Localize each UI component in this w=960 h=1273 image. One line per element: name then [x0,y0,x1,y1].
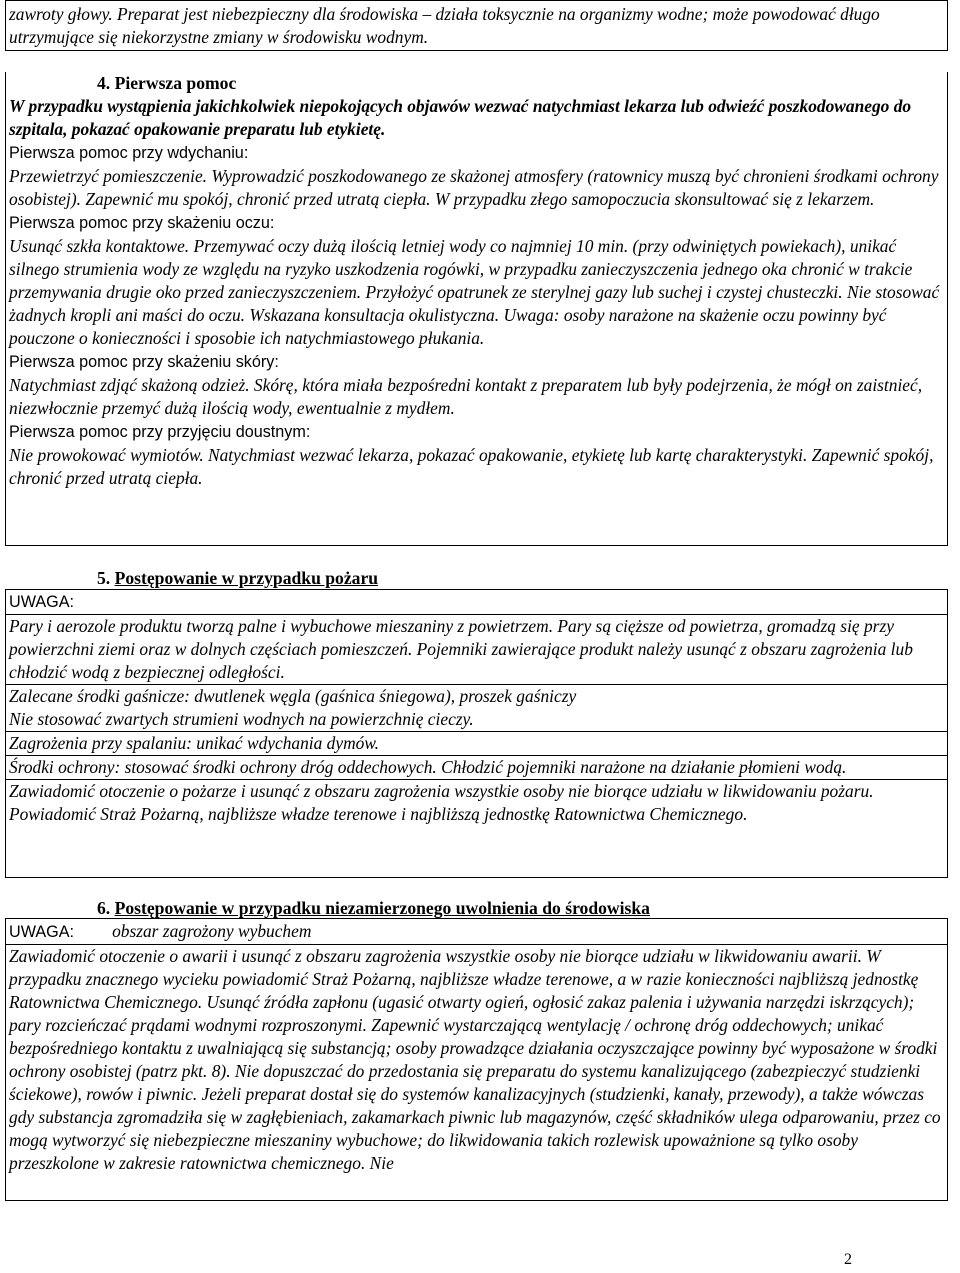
section6-number: 6. [97,898,111,918]
section5-warning-text: Pary i aerozole produktu tworzą palne i wybuchowe mieszaniny z powietrzem. Pary są cięższe od powietrza, gromadzą się przy powierzchni ziemi oraz w dolnych częściach pomieszczeń. Pojemniki zawierające produkt należy usunąć z obszaru zagrożenia lub chłodzić wodą z bezpiecznej odległości. [9,616,913,682]
section6-title: Postępowanie w przypadku niezamierzonego uwolnienia do środowiska [114,898,650,918]
section3-box [5,0,948,51]
protection-text: Środki ochrony: stosować środki ochrony dróg oddechowych. Chłodzić pojemniki narażone na działanie płomieni wodą. [9,757,847,777]
section4-number: 4. [97,73,111,93]
section5-heading [97,567,378,590]
ingestion-label: Pierwsza pomoc przy przyjęciu doustnym: [9,423,311,441]
section6-body: Zawiadomić otoczenie o awarii i usunąć z obszaru zagrożenia wszystkie osoby nie biorące udziału w likwidowaniu awarii. W przypadku znacznego wycieku powiadomić Straż Pożarną, najbliższe władze terenowe, a w razie konieczności najbliższą jednostkę Ratownictwa Chemicznego. Usunąć źródła zapłonu (ugasić otwarty ogień, ogłosić zakaz palenia i używania narzędzi iskrzących); pary rozcieńczać prądami wodnymi rozproszonymi. Zapewnić wystarczającą wentylację / ochronę dróg oddechowych; unikać bezpośredniego kontaktu z uwalniającą się substancją; osoby prowadzące działania oczyszczające powinny być wyposażone w środki ochrony osobistej (patrz pkt. 8). Nie dopuszczać do przedostania się preparatu do systemu kanalizującego (zabezpieczyć studzienki ściekowe), rowów i piwnic. Jeżeli preparat dostał się do systemów kanalizacyjnych (studzienki, kanały, przewody), a także wówczas gdy substancja zgromadziła się w zagłębieniach, zakamarkach piwnic lub magazynów, część składników ulega odparowaniu, przez co mogą wytworzyć się niebezpieczne mieszaniny wybuchowe; do likwidowania takich rozlewisk upoważnione są tylko osoby przeszkolone w zakresie ratownictwa chemicznego. Nie [9,946,941,1173]
section3-tail-text: zawroty głowy. Preparat jest niebezpieczny dla środowiska – działa toksycznie na organizmy wodne; może powodować długo utrzymujące się niekorzystne zmiany w środowisku wodnym. [9,4,880,47]
section5-extinguishers-row [6,685,947,732]
eye-label: Pierwsza pomoc przy skażeniu oczu: [9,214,275,232]
eye-block [6,235,947,350]
inhalation-text: Przewietrzyć pomieszczenie. Wyprowadzić poszkodowanego ze skażonej atmosfery (ratownicy muszą być chronieni środkami ochrony osobistej). Zapewnić mu spokój, chronić przed utratą ciepła. W przypadku złego samopoczucia skonsultować się z lekarzem. [9,166,939,209]
section5-protection-row [6,756,947,780]
section4-content [5,72,948,546]
section5-notify-row [6,780,947,826]
section5-box [5,589,948,878]
section6-warning-row [6,919,947,945]
section4-intro: W przypadku wystąpienia jakichkolwiek niepokojących objawów wezwać natychmiast lekarza lub odwieźć poszkodowanego do szpitala, pokazać opakowanie preparatu lub etykietę. [9,96,912,139]
skin-text: Natychmiast zdjąć skażoną odzież. Skórę, która miała bezpośredni kontakt z preparatem lub były podejrzenia, że mógł on zaistnieć, niezwłocznie przemyć dużą ilością wody, ewentualnie z mydłem. [9,375,923,418]
inhalation-label: Pierwsza pomoc przy wdychaniu: [9,144,249,162]
skin-label: Pierwsza pomoc przy skażeniu skóry: [9,353,279,371]
section5-warning-label-row [6,590,947,615]
section5-warning-row [6,615,947,685]
section6-box [5,918,948,1201]
section6-warning-label: UWAGA: [9,923,75,941]
section6-heading [97,897,650,920]
section5-number: 5. [97,568,111,588]
page-number: 2 [844,1251,852,1268]
combustion-hazards: Zagrożenia przy spalaniu: unikać wdychania dymów. [9,733,379,753]
section6-warning-text: obszar zagrożony wybuchem [112,921,312,941]
extinguishers-line1: Zalecane środki gaśnicze: dwutlenek węgla (gaśnica śniegowa), proszek gaśniczy [9,686,577,706]
section5-title: Postępowanie w przypadku pożaru [114,568,379,588]
section6-warning [6,919,947,944]
section5-warning-label: UWAGA: [9,593,75,611]
eye-note: Uwaga: osoby narażone na skażenie oczu powinny być pouczone o konieczności i sposobie ich natychmiastowego płukania. [9,305,887,348]
section5-combustion-row [6,732,947,756]
eye-text: Usunąć szkła kontaktowe. Przemywać oczy dużą ilością letniej wody co najmniej 10 min. (przy odwiniętych powiekach), unikać silnego strumienia wody ze względu na ryzyko uszkodzenia rogówki, w przypadku zanieczyszczenia jednego oka chronić w trakcie przemywania drugie oko przed zanieczyszczeniem. Przyłożyć opatrunek ze sterylnej gazy lub suchej i czystej chusteczki. Nie stosować żadnych kropli ani maści do oczu. Wskazana konsultacja okulistyczna. [9,236,940,325]
section6-body-row [6,945,947,1175]
section4-title: Pierwsza pomoc [114,73,237,93]
notify-text: Zawiadomić otoczenie o pożarze i usunąć z obszaru zagrożenia wszystkie osoby nie biorące udziału w likwidowaniu pożaru. Powiadomić Straż Pożarną, najbliższe władze terenowe i najbliższą jednostkę Ratownictwa Chemicznego. [9,781,874,824]
extinguishers-line2: Nie stosować zwartych strumieni wodnych na powierzchnię cieczy. [9,709,474,729]
ingestion-text: Nie prowokować wymiotów. Natychmiast wezwać lekarza, pokazać opakowanie, etykietę lub kartę charakterystyki. Zapewnić spokój, chronić przed utratą ciepła. [9,445,934,488]
